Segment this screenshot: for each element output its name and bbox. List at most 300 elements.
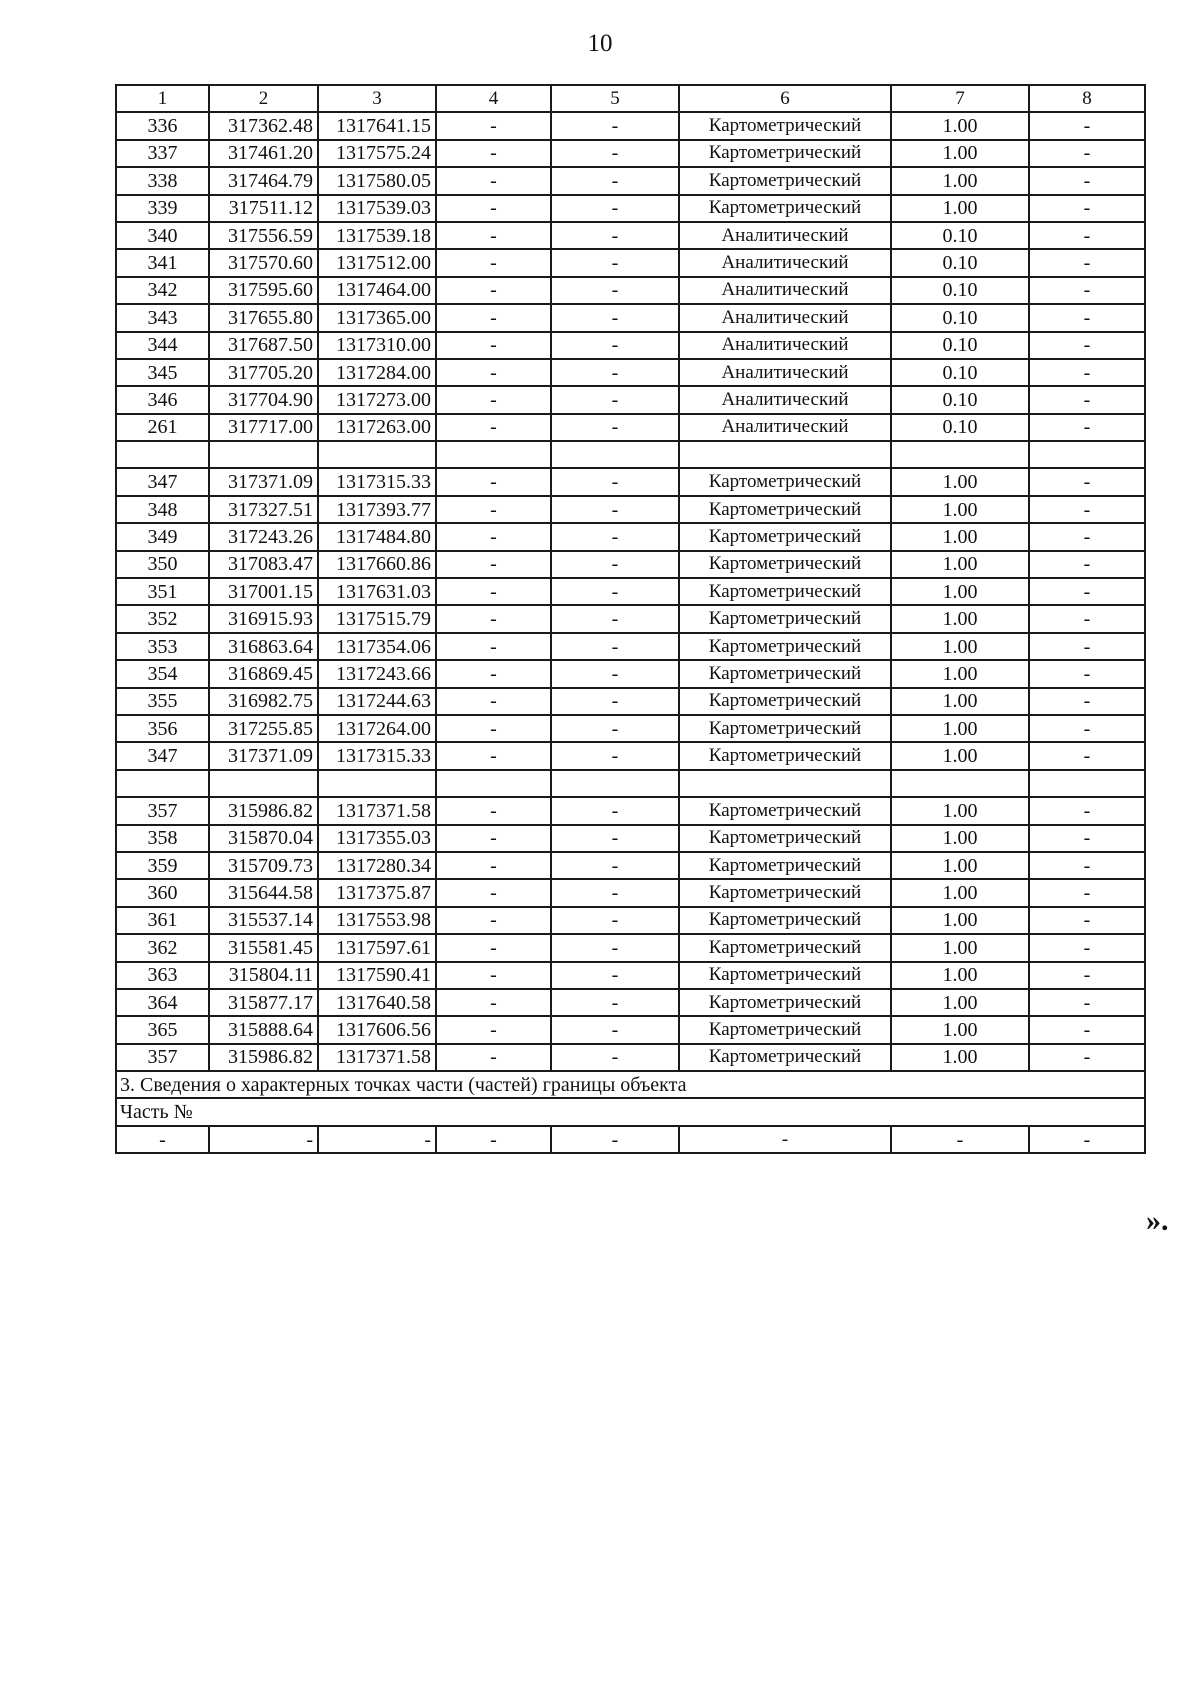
- col-8-cell: -: [1029, 1016, 1145, 1043]
- col-5-cell: -: [551, 304, 679, 331]
- accuracy-cell: 0.10: [891, 359, 1029, 386]
- method-cell: Аналитический: [679, 386, 891, 413]
- y-coordinate-cell: 1317284.00: [318, 359, 436, 386]
- col-8-cell: -: [1029, 934, 1145, 961]
- col-4-cell: -: [436, 1126, 551, 1153]
- table-row: [116, 167, 1145, 194]
- accuracy-cell: 1.00: [891, 907, 1029, 934]
- y-coordinate-cell: 1317464.00: [318, 277, 436, 304]
- x-coordinate-cell: 317570.60: [209, 249, 318, 276]
- y-coordinate-cell: 1317597.61: [318, 934, 436, 961]
- accuracy-cell: 1.00: [891, 1016, 1029, 1043]
- point-number-cell: 352: [116, 605, 209, 632]
- accuracy-cell: 1.00: [891, 660, 1029, 687]
- y-coordinate-cell: 1317640.58: [318, 989, 436, 1016]
- table-row: [116, 742, 1145, 769]
- col-5-cell: -: [551, 551, 679, 578]
- col-5-cell: -: [551, 962, 679, 989]
- contour-separator-row: [116, 770, 1145, 797]
- table-row: [116, 934, 1145, 961]
- y-coordinate-cell: 1317539.18: [318, 222, 436, 249]
- page-number: 10: [587, 30, 613, 57]
- method-cell: Картометрический: [679, 551, 891, 578]
- accuracy-cell: 1.00: [891, 852, 1029, 879]
- y-coordinate-cell: 1317244.63: [318, 688, 436, 715]
- point-number-cell: 359: [116, 852, 209, 879]
- col-4-cell: -: [436, 140, 551, 167]
- empty-cell: [209, 441, 318, 468]
- col-5-cell: -: [551, 633, 679, 660]
- accuracy-cell: 1.00: [891, 879, 1029, 906]
- accuracy-cell: 0.10: [891, 332, 1029, 359]
- x-coordinate-cell: 317717.00: [209, 414, 318, 441]
- col-5-cell: -: [551, 386, 679, 413]
- table-row: [116, 222, 1145, 249]
- x-coordinate-cell: 315986.82: [209, 797, 318, 824]
- table-row: [116, 414, 1145, 441]
- col-8-cell: -: [1029, 715, 1145, 742]
- table-row: [116, 715, 1145, 742]
- y-coordinate-cell: 1317631.03: [318, 578, 436, 605]
- table-row: [116, 304, 1145, 331]
- accuracy-cell: 1.00: [891, 195, 1029, 222]
- col-5-cell: -: [551, 249, 679, 276]
- col-4-cell: -: [436, 1016, 551, 1043]
- table-row: [116, 1044, 1145, 1071]
- col-5-cell: -: [551, 907, 679, 934]
- col-5-cell: -: [551, 578, 679, 605]
- empty-cell: [679, 770, 891, 797]
- y-coordinate-cell: 1317243.66: [318, 660, 436, 687]
- point-number-cell: 343: [116, 304, 209, 331]
- y-coordinate-cell: 1317315.33: [318, 468, 436, 495]
- table-row: [116, 879, 1145, 906]
- col-5-cell: -: [551, 523, 679, 550]
- section-title: 3. Сведения о характерных точках части (частей) границы объекта: [116, 1071, 1145, 1098]
- column-number-cell: 2: [209, 85, 318, 112]
- y-coordinate-cell: 1317553.98: [318, 907, 436, 934]
- y-coordinate-cell: 1317365.00: [318, 304, 436, 331]
- y-coordinate-cell: 1317515.79: [318, 605, 436, 632]
- col-4-cell: -: [436, 907, 551, 934]
- x-coordinate-cell: 316863.64: [209, 633, 318, 660]
- point-number-cell: 336: [116, 112, 209, 139]
- table-body: [116, 85, 1145, 1153]
- method-cell: Картометрический: [679, 852, 891, 879]
- method-cell: Картометрический: [679, 496, 891, 523]
- method-cell: Картометрический: [679, 167, 891, 194]
- table-row: [116, 332, 1145, 359]
- col-8-cell: -: [1029, 660, 1145, 687]
- table-row: [116, 907, 1145, 934]
- closing-quote: ».: [1146, 1204, 1169, 1237]
- accuracy-cell: 1.00: [891, 1044, 1029, 1071]
- method-cell: Картометрический: [679, 797, 891, 824]
- y-coordinate-cell: 1317580.05: [318, 167, 436, 194]
- col-8-cell: -: [1029, 742, 1145, 769]
- x-coordinate-cell: 315537.14: [209, 907, 318, 934]
- y-coordinate-cell: 1317539.03: [318, 195, 436, 222]
- x-coordinate-cell: 317687.50: [209, 332, 318, 359]
- point-number-cell: 351: [116, 578, 209, 605]
- col-4-cell: -: [436, 359, 551, 386]
- method-cell: Картометрический: [679, 633, 891, 660]
- col-5-cell: -: [551, 852, 679, 879]
- characteristic-points-table: [115, 84, 1146, 1154]
- accuracy-cell: 0.10: [891, 304, 1029, 331]
- column-number-cell: 1: [116, 85, 209, 112]
- empty-cell: [116, 441, 209, 468]
- method-cell: Картометрический: [679, 468, 891, 495]
- accuracy-cell: 1.00: [891, 140, 1029, 167]
- col-8-cell: -: [1029, 688, 1145, 715]
- y-coordinate-cell: 1317660.86: [318, 551, 436, 578]
- col-8-cell: -: [1029, 962, 1145, 989]
- col-4-cell: -: [436, 332, 551, 359]
- col-5-cell: -: [551, 715, 679, 742]
- method-cell: Картометрический: [679, 989, 891, 1016]
- col-4-cell: -: [436, 195, 551, 222]
- table-row: [116, 825, 1145, 852]
- method-cell: Картометрический: [679, 578, 891, 605]
- col-5-cell: -: [551, 277, 679, 304]
- point-number-cell: 348: [116, 496, 209, 523]
- col-5-cell: -: [551, 825, 679, 852]
- point-number-cell: 344: [116, 332, 209, 359]
- y-coordinate-cell: 1317371.58: [318, 1044, 436, 1071]
- col-8-cell: -: [1029, 605, 1145, 632]
- point-number-cell: 356: [116, 715, 209, 742]
- method-cell: Аналитический: [679, 359, 891, 386]
- point-number-cell: 347: [116, 742, 209, 769]
- accuracy-cell: 0.10: [891, 249, 1029, 276]
- col-5-cell: -: [551, 496, 679, 523]
- col-5-cell: -: [551, 359, 679, 386]
- method-cell: Картометрический: [679, 715, 891, 742]
- col-4-cell: -: [436, 742, 551, 769]
- x-coordinate-cell: 317704.90: [209, 386, 318, 413]
- col-5-cell: -: [551, 605, 679, 632]
- table-row: [116, 962, 1145, 989]
- col-4-cell: -: [436, 578, 551, 605]
- x-coordinate-cell: 315877.17: [209, 989, 318, 1016]
- x-coordinate-cell: 317511.12: [209, 195, 318, 222]
- accuracy-cell: 1.00: [891, 551, 1029, 578]
- x-coordinate-cell: 317362.48: [209, 112, 318, 139]
- col-5-cell: -: [551, 195, 679, 222]
- x-coordinate-cell: 316982.75: [209, 688, 318, 715]
- y-coordinate-cell: 1317371.58: [318, 797, 436, 824]
- col-4-cell: -: [436, 112, 551, 139]
- y-coordinate-cell: 1317641.15: [318, 112, 436, 139]
- table-row: [116, 1016, 1145, 1043]
- empty-cell: [1029, 770, 1145, 797]
- accuracy-cell: 0.10: [891, 414, 1029, 441]
- col-8-cell: -: [1029, 825, 1145, 852]
- accuracy-cell: 1.00: [891, 962, 1029, 989]
- accuracy-cell: 1.00: [891, 934, 1029, 961]
- point-number-cell: 349: [116, 523, 209, 550]
- method-cell: Картометрический: [679, 825, 891, 852]
- method-cell: Аналитический: [679, 222, 891, 249]
- col-5-cell: -: [551, 688, 679, 715]
- col-8-cell: -: [1029, 879, 1145, 906]
- col-4-cell: -: [436, 304, 551, 331]
- table-row: [116, 249, 1145, 276]
- point-number-cell: 364: [116, 989, 209, 1016]
- col-4-cell: -: [436, 167, 551, 194]
- method-cell: Картометрический: [679, 962, 891, 989]
- x-coordinate-cell: 317705.20: [209, 359, 318, 386]
- part-row: [116, 1126, 1145, 1153]
- column-number-cell: 6: [679, 85, 891, 112]
- col-8-cell: -: [1029, 907, 1145, 934]
- y-coordinate-cell: 1317393.77: [318, 496, 436, 523]
- col-4-cell: -: [436, 605, 551, 632]
- col-5-cell: -: [551, 140, 679, 167]
- col-4-cell: -: [436, 414, 551, 441]
- column-number-cell: 7: [891, 85, 1029, 112]
- point-number-cell: 362: [116, 934, 209, 961]
- x-coordinate-cell: 317083.47: [209, 551, 318, 578]
- col-8-cell: -: [1029, 414, 1145, 441]
- method-cell: Картометрический: [679, 1016, 891, 1043]
- col-8-cell: -: [1029, 386, 1145, 413]
- table-row: [116, 660, 1145, 687]
- table-row: [116, 797, 1145, 824]
- column-number-cell: 5: [551, 85, 679, 112]
- method-cell: Картометрический: [679, 934, 891, 961]
- empty-cell: [551, 770, 679, 797]
- accuracy-cell: 0.10: [891, 277, 1029, 304]
- empty-cell: [679, 441, 891, 468]
- point-number-cell: 361: [116, 907, 209, 934]
- col-5-cell: -: [551, 879, 679, 906]
- col-4-cell: -: [436, 852, 551, 879]
- method-cell: Картометрический: [679, 195, 891, 222]
- col-4-cell: -: [436, 249, 551, 276]
- table-row: [116, 496, 1145, 523]
- x-coordinate-cell: 317371.09: [209, 742, 318, 769]
- x-coordinate-cell: 316869.45: [209, 660, 318, 687]
- x-coordinate-cell: 317371.09: [209, 468, 318, 495]
- y-coordinate-cell: 1317263.00: [318, 414, 436, 441]
- x-coordinate-cell: 317001.15: [209, 578, 318, 605]
- y-coordinate-cell: 1317575.24: [318, 140, 436, 167]
- x-coordinate-cell: 317461.20: [209, 140, 318, 167]
- col-8-cell: -: [1029, 304, 1145, 331]
- empty-cell: [116, 770, 209, 797]
- accuracy-cell: -: [891, 1126, 1029, 1153]
- table-row: [116, 468, 1145, 495]
- col-5-cell: -: [551, 742, 679, 769]
- col-8-cell: -: [1029, 989, 1145, 1016]
- col-5-cell: -: [551, 989, 679, 1016]
- table-row: [116, 523, 1145, 550]
- y-coordinate-cell: 1317590.41: [318, 962, 436, 989]
- table-row: [116, 359, 1145, 386]
- accuracy-cell: 1.00: [891, 496, 1029, 523]
- method-cell: Картометрический: [679, 742, 891, 769]
- point-number-cell: 339: [116, 195, 209, 222]
- accuracy-cell: 0.10: [891, 222, 1029, 249]
- column-number-row: [116, 85, 1145, 112]
- y-coordinate-cell: 1317375.87: [318, 879, 436, 906]
- y-coordinate-cell: 1317315.33: [318, 742, 436, 769]
- y-coordinate-cell: 1317606.56: [318, 1016, 436, 1043]
- col-8-cell: -: [1029, 359, 1145, 386]
- y-coordinate-cell: -: [318, 1126, 436, 1153]
- col-8-cell: -: [1029, 222, 1145, 249]
- empty-cell: [318, 770, 436, 797]
- empty-cell: [891, 441, 1029, 468]
- table-row: [116, 551, 1145, 578]
- table-row: [116, 112, 1145, 139]
- accuracy-cell: 1.00: [891, 605, 1029, 632]
- point-number-cell: 357: [116, 797, 209, 824]
- point-number-cell: 337: [116, 140, 209, 167]
- col-8-cell: -: [1029, 496, 1145, 523]
- col-8-cell: -: [1029, 468, 1145, 495]
- accuracy-cell: 1.00: [891, 633, 1029, 660]
- table-row: [116, 195, 1145, 222]
- part-label-row: [116, 1098, 1145, 1125]
- point-number-cell: 358: [116, 825, 209, 852]
- col-4-cell: -: [436, 277, 551, 304]
- point-number-cell: 363: [116, 962, 209, 989]
- point-number-cell: 360: [116, 879, 209, 906]
- point-number-cell: 354: [116, 660, 209, 687]
- col-4-cell: -: [436, 797, 551, 824]
- col-5-cell: -: [551, 1126, 679, 1153]
- method-cell: Картометрический: [679, 660, 891, 687]
- x-coordinate-cell: 315581.45: [209, 934, 318, 961]
- table-row: [116, 989, 1145, 1016]
- col-4-cell: -: [436, 222, 551, 249]
- col-5-cell: -: [551, 414, 679, 441]
- col-8-cell: -: [1029, 277, 1145, 304]
- col-8-cell: -: [1029, 140, 1145, 167]
- method-cell: Аналитический: [679, 249, 891, 276]
- table-row: [116, 386, 1145, 413]
- column-number-cell: 8: [1029, 85, 1145, 112]
- method-cell: -: [679, 1126, 891, 1153]
- x-coordinate-cell: 315644.58: [209, 879, 318, 906]
- method-cell: Аналитический: [679, 332, 891, 359]
- method-cell: Картометрический: [679, 879, 891, 906]
- accuracy-cell: 1.00: [891, 468, 1029, 495]
- empty-cell: [318, 441, 436, 468]
- col-8-cell: -: [1029, 578, 1145, 605]
- accuracy-cell: 1.00: [891, 112, 1029, 139]
- col-8-cell: -: [1029, 249, 1145, 276]
- empty-cell: [436, 441, 551, 468]
- point-number-cell: 338: [116, 167, 209, 194]
- col-8-cell: -: [1029, 797, 1145, 824]
- point-number-cell: 355: [116, 688, 209, 715]
- col-8-cell: -: [1029, 852, 1145, 879]
- col-4-cell: -: [436, 879, 551, 906]
- method-cell: Аналитический: [679, 304, 891, 331]
- x-coordinate-cell: 317655.80: [209, 304, 318, 331]
- point-number-cell: 345: [116, 359, 209, 386]
- col-8-cell: -: [1029, 332, 1145, 359]
- method-cell: Картометрический: [679, 688, 891, 715]
- point-number-cell: 357: [116, 1044, 209, 1071]
- accuracy-cell: 1.00: [891, 523, 1029, 550]
- col-4-cell: -: [436, 386, 551, 413]
- col-5-cell: -: [551, 222, 679, 249]
- point-number-cell: 350: [116, 551, 209, 578]
- y-coordinate-cell: 1317273.00: [318, 386, 436, 413]
- method-cell: Картометрический: [679, 605, 891, 632]
- point-number-cell: 261: [116, 414, 209, 441]
- col-5-cell: -: [551, 332, 679, 359]
- point-number-cell: 340: [116, 222, 209, 249]
- table-row: [116, 688, 1145, 715]
- empty-cell: [891, 770, 1029, 797]
- col-5-cell: -: [551, 167, 679, 194]
- col-4-cell: -: [436, 715, 551, 742]
- col-4-cell: -: [436, 660, 551, 687]
- point-number-cell: 365: [116, 1016, 209, 1043]
- table-row: [116, 140, 1145, 167]
- contour-separator-row: [116, 441, 1145, 468]
- point-number-cell: 347: [116, 468, 209, 495]
- empty-cell: [436, 770, 551, 797]
- method-cell: Аналитический: [679, 277, 891, 304]
- x-coordinate-cell: 316915.93: [209, 605, 318, 632]
- empty-cell: [209, 770, 318, 797]
- empty-cell: [1029, 441, 1145, 468]
- col-8-cell: -: [1029, 523, 1145, 550]
- col-8-cell: -: [1029, 195, 1145, 222]
- col-5-cell: -: [551, 1016, 679, 1043]
- col-4-cell: -: [436, 989, 551, 1016]
- x-coordinate-cell: 317595.60: [209, 277, 318, 304]
- col-5-cell: -: [551, 934, 679, 961]
- accuracy-cell: 1.00: [891, 825, 1029, 852]
- table-row: [116, 605, 1145, 632]
- x-coordinate-cell: 315888.64: [209, 1016, 318, 1043]
- table-row: [116, 578, 1145, 605]
- x-coordinate-cell: -: [209, 1126, 318, 1153]
- table-row: [116, 852, 1145, 879]
- method-cell: Аналитический: [679, 414, 891, 441]
- column-number-cell: 4: [436, 85, 551, 112]
- point-number-cell: 346: [116, 386, 209, 413]
- x-coordinate-cell: 317243.26: [209, 523, 318, 550]
- y-coordinate-cell: 1317264.00: [318, 715, 436, 742]
- accuracy-cell: 1.00: [891, 715, 1029, 742]
- point-number-cell: 342: [116, 277, 209, 304]
- col-4-cell: -: [436, 688, 551, 715]
- y-coordinate-cell: 1317354.06: [318, 633, 436, 660]
- point-number-cell: -: [116, 1126, 209, 1153]
- col-4-cell: -: [436, 633, 551, 660]
- accuracy-cell: 1.00: [891, 167, 1029, 194]
- col-8-cell: -: [1029, 167, 1145, 194]
- col-8-cell: -: [1029, 633, 1145, 660]
- col-4-cell: -: [436, 523, 551, 550]
- x-coordinate-cell: 315804.11: [209, 962, 318, 989]
- col-4-cell: -: [436, 934, 551, 961]
- accuracy-cell: 1.00: [891, 989, 1029, 1016]
- accuracy-cell: 1.00: [891, 797, 1029, 824]
- y-coordinate-cell: 1317355.03: [318, 825, 436, 852]
- x-coordinate-cell: 315986.82: [209, 1044, 318, 1071]
- col-4-cell: -: [436, 551, 551, 578]
